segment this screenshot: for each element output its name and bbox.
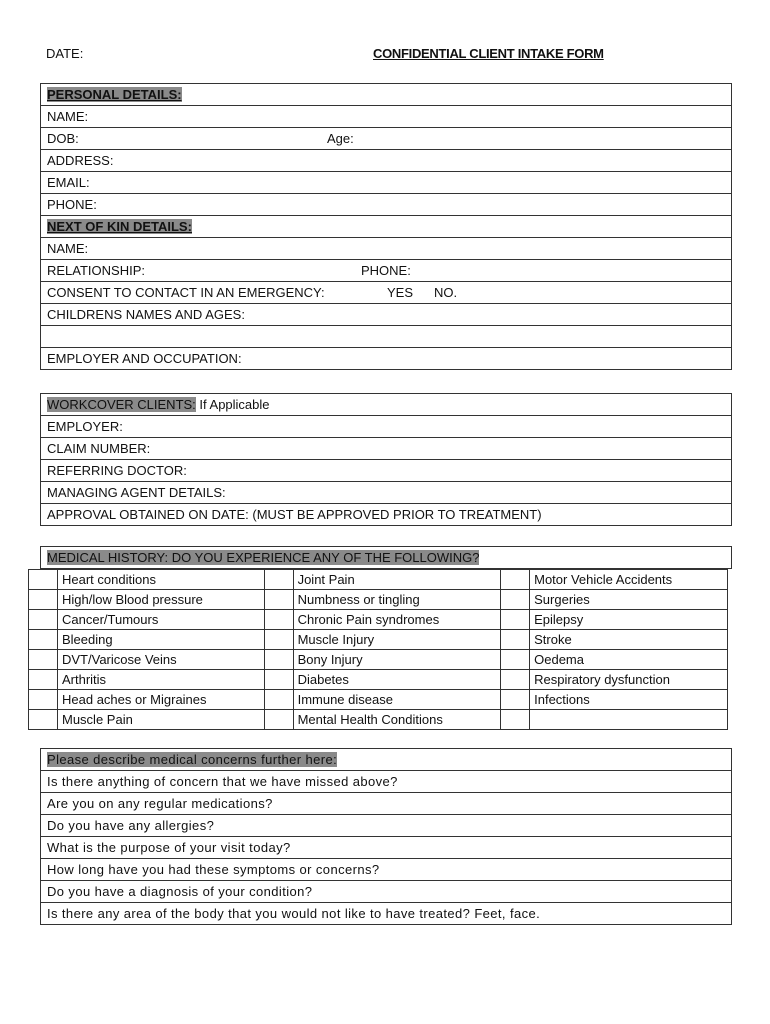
- concern-question-text: Do you have a diagnosis of your condition?: [47, 884, 313, 899]
- concerns-section: [40, 748, 732, 925]
- condition-checkbox[interactable]: [501, 590, 530, 610]
- condition-checkbox[interactable]: [264, 570, 293, 590]
- condition-label: Bony Injury: [293, 650, 501, 670]
- medical-history-checklist: [28, 569, 728, 730]
- condition-checkbox[interactable]: [29, 650, 58, 670]
- referring-doctor-field[interactable]: [41, 460, 732, 482]
- name-label: NAME:: [47, 109, 89, 124]
- medical-row: [29, 570, 728, 590]
- date-label: DATE:: [46, 46, 84, 61]
- condition-label: [530, 710, 728, 730]
- workcover-heading-cell: [41, 394, 732, 416]
- condition-checkbox[interactable]: [264, 670, 293, 690]
- managing-agent-label: MANAGING AGENT DETAILS:: [47, 485, 226, 500]
- condition-checkbox[interactable]: [501, 650, 530, 670]
- form-header: [46, 46, 726, 66]
- claim-number-label: CLAIM NUMBER:: [47, 441, 151, 456]
- condition-checkbox[interactable]: [29, 570, 58, 590]
- condition-checkbox[interactable]: [501, 610, 530, 630]
- concern-question-text: Are you on any regular medications?: [47, 796, 273, 811]
- consent-no[interactable]: NO.: [434, 285, 458, 300]
- children-field[interactable]: [41, 304, 732, 326]
- consent-label: CONSENT TO CONTACT IN AN EMERGENCY:: [47, 285, 325, 300]
- concern-question[interactable]: [41, 793, 732, 815]
- concern-question-text: Is there any area of the body that you would not like to have treated? Feet, face.: [47, 906, 541, 921]
- email-field[interactable]: [41, 172, 732, 194]
- condition-label: Head aches or Migraines: [58, 690, 265, 710]
- personal-details-section: [40, 83, 732, 370]
- consent-yes[interactable]: YES: [387, 285, 414, 300]
- condition-checkbox[interactable]: [264, 590, 293, 610]
- condition-checkbox[interactable]: [29, 590, 58, 610]
- workcover-heading: WORKCOVER CLIENTS:: [47, 397, 196, 412]
- managing-agent-field[interactable]: [41, 482, 732, 504]
- condition-label: Respiratory dysfunction: [530, 670, 728, 690]
- concern-question[interactable]: [41, 881, 732, 903]
- condition-label: Chronic Pain syndromes: [293, 610, 501, 630]
- condition-label: High/low Blood pressure: [58, 590, 265, 610]
- condition-checkbox[interactable]: [264, 710, 293, 730]
- medical-row: [29, 650, 728, 670]
- condition-checkbox[interactable]: [501, 670, 530, 690]
- condition-label: Epilepsy: [530, 610, 728, 630]
- employer-occupation-field[interactable]: [41, 348, 732, 370]
- condition-label: Mental Health Conditions: [293, 710, 501, 730]
- condition-label: Numbness or tingling: [293, 590, 501, 610]
- condition-label: Cancer/Tumours: [58, 610, 265, 630]
- nok-name-field[interactable]: [41, 238, 732, 260]
- concern-question[interactable]: [41, 837, 732, 859]
- condition-label: Joint Pain: [293, 570, 501, 590]
- workcover-section: [40, 393, 732, 526]
- condition-checkbox[interactable]: [264, 690, 293, 710]
- condition-label: Muscle Pain: [58, 710, 265, 730]
- name-field[interactable]: [41, 106, 732, 128]
- medical-history-header: [40, 546, 732, 569]
- concern-question-text: What is the purpose of your visit today?: [47, 840, 291, 855]
- medical-heading-cell: [41, 547, 732, 569]
- condition-label: Infections: [530, 690, 728, 710]
- dob-age-field[interactable]: [41, 128, 732, 150]
- condition-label: Heart conditions: [58, 570, 265, 590]
- approval-label: APPROVAL OBTAINED ON DATE: (MUST BE APPROVED PRIOR TO TREATMENT): [47, 507, 542, 522]
- condition-checkbox[interactable]: [501, 630, 530, 650]
- condition-checkbox[interactable]: [501, 710, 530, 730]
- age-label: Age:: [327, 131, 354, 146]
- nok-phone-label: PHONE:: [361, 263, 411, 278]
- condition-checkbox[interactable]: [29, 610, 58, 630]
- condition-label: Immune disease: [293, 690, 501, 710]
- condition-checkbox[interactable]: [264, 610, 293, 630]
- condition-label: Surgeries: [530, 590, 728, 610]
- concern-question[interactable]: [41, 903, 732, 925]
- email-label: EMAIL:: [47, 175, 90, 190]
- approval-field[interactable]: [41, 504, 732, 526]
- nok-heading: NEXT OF KIN DETAILS:: [47, 219, 192, 234]
- personal-heading: PERSONAL DETAILS:: [47, 87, 182, 102]
- medical-heading: MEDICAL HISTORY: DO YOU EXPERIENCE ANY OF THE FOLLOWING?: [47, 550, 480, 565]
- condition-label: Stroke: [530, 630, 728, 650]
- condition-checkbox[interactable]: [29, 630, 58, 650]
- condition-checkbox[interactable]: [29, 690, 58, 710]
- medical-row: [29, 630, 728, 650]
- children-label: CHILDRENS NAMES AND AGES:: [47, 307, 245, 322]
- concern-question[interactable]: [41, 859, 732, 881]
- medical-row: [29, 590, 728, 610]
- condition-label: Bleeding: [58, 630, 265, 650]
- phone-label: PHONE:: [47, 197, 97, 212]
- condition-label: DVT/Varicose Veins: [58, 650, 265, 670]
- condition-checkbox[interactable]: [264, 650, 293, 670]
- condition-label: Muscle Injury: [293, 630, 501, 650]
- condition-checkbox[interactable]: [29, 670, 58, 690]
- condition-checkbox[interactable]: [501, 570, 530, 590]
- medical-row: [29, 670, 728, 690]
- form-title: CONFIDENTIAL CLIENT INTAKE FORM: [373, 46, 604, 61]
- nok-heading-cell: [41, 216, 732, 238]
- wc-employer-field[interactable]: [41, 416, 732, 438]
- workcover-heading-suffix: If Applicable: [195, 397, 270, 412]
- condition-checkbox[interactable]: [264, 630, 293, 650]
- dob-label: DOB:: [47, 131, 79, 146]
- children-extra-line[interactable]: [41, 326, 732, 348]
- wc-employer-label: EMPLOYER:: [47, 419, 123, 434]
- nok-name-label: NAME:: [47, 241, 89, 256]
- personal-heading-cell: [41, 84, 732, 106]
- phone-field[interactable]: [41, 194, 732, 216]
- condition-checkbox[interactable]: [29, 710, 58, 730]
- consent-field[interactable]: [41, 282, 732, 304]
- condition-label: Oedema: [530, 650, 728, 670]
- claim-number-field[interactable]: [41, 438, 732, 460]
- referring-doctor-label: REFERRING DOCTOR:: [47, 463, 187, 478]
- address-label: ADDRESS:: [47, 153, 114, 168]
- medical-row: [29, 610, 728, 630]
- employer-occupation-label: EMPLOYER AND OCCUPATION:: [47, 351, 242, 366]
- concern-question-text: Do you have any allergies?: [47, 818, 215, 833]
- medical-row: [29, 710, 728, 730]
- address-field[interactable]: [41, 150, 732, 172]
- concern-question-text: Is there anything of concern that we have missed above?: [47, 774, 398, 789]
- condition-label: Motor Vehicle Accidents: [530, 570, 728, 590]
- concerns-heading-cell: [41, 749, 732, 771]
- relationship-label: RELATIONSHIP:: [47, 263, 146, 278]
- concern-question[interactable]: [41, 771, 732, 793]
- condition-label: Arthritis: [58, 670, 265, 690]
- concern-question-text: How long have you had these symptoms or concerns?: [47, 862, 380, 877]
- concerns-heading: Please describe medical concerns further here:: [47, 752, 338, 767]
- relationship-phone-field[interactable]: [41, 260, 732, 282]
- concern-question[interactable]: [41, 815, 732, 837]
- condition-label: Diabetes: [293, 670, 501, 690]
- medical-row: [29, 690, 728, 710]
- condition-checkbox[interactable]: [501, 690, 530, 710]
